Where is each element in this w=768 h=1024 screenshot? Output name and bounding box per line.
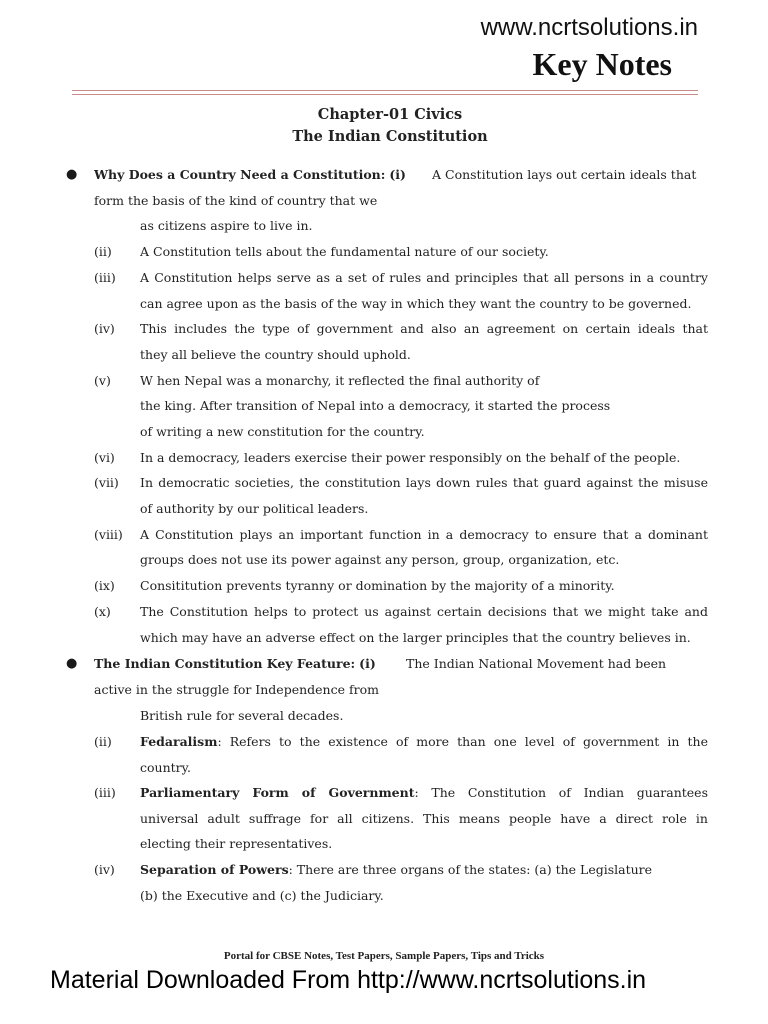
item-text: country. (140, 760, 192, 775)
section1-first-num: (i) (389, 167, 406, 182)
item-number: (viii) (94, 527, 123, 542)
footer-material: Material Downloaded From http://www.ncrtsolutions.in (50, 966, 647, 994)
item-text: Consititution prevents tyranny or domination by the majority of a minority. (140, 578, 615, 593)
item-number: (vii) (94, 475, 119, 490)
item-text: W hen Nepal was a monarchy, it reflected the final authority of (140, 373, 540, 388)
item-text: A Constitution plays an important function in a democracy to ensure that a dominant (140, 527, 708, 542)
section2-first-text-a: The Indian National Movement had been (406, 656, 667, 671)
item-number: (x) (94, 604, 111, 619)
item-number: (v) (94, 373, 111, 388)
item-number: (ii) (94, 244, 112, 259)
item-number: (ii) (94, 734, 112, 749)
header-rule-bottom (72, 94, 698, 95)
section1-first-text-a: A Constitution lays out certain ideals that (432, 167, 697, 182)
bullet-icon: ● (66, 167, 78, 182)
item-text: This includes the type of government and also an agreement on certain ideals that (140, 321, 708, 336)
header-rule-top (72, 90, 698, 91)
chapter-title: Chapter-01 Civics (317, 106, 463, 123)
item-bold-term: Fedaralism (140, 734, 218, 749)
section1-first-line (94, 167, 406, 183)
item-text: of writing a new constitution for the country. (140, 424, 425, 439)
item-text: can agree upon as the basis of the way in which they want the country to be governed. (140, 296, 692, 311)
item-number: (iv) (94, 321, 115, 336)
item-text-rest: : There are three organs of the states: (a) the Legislature (288, 862, 653, 877)
item-text: In a democracy, leaders exercise their power responsibly on the behalf of the people. (140, 450, 681, 465)
site-url: www.ncrtsolutions.in (480, 14, 698, 41)
item-text-rest: : The Constitution of Indian guarantees (414, 785, 708, 800)
section2-first-text-c: British rule for several decades. (140, 708, 344, 723)
item-text: In democratic societies, the constitution lays down rules that guard against the misuse (140, 475, 708, 490)
item-text: The Constitution helps to protect us against certain decisions that we might take and (140, 604, 708, 619)
section2-first-text-b: active in the struggle for Independence from (94, 682, 379, 697)
section2-first-line (94, 656, 376, 672)
item-text (140, 862, 652, 878)
item-number: (iv) (94, 862, 115, 877)
item-number: (iii) (94, 270, 116, 285)
section2-first-num: (i) (359, 656, 376, 671)
item-bold-term: Parliamentary Form of Government (140, 785, 415, 800)
item-text: which may have an adverse effect on the larger principles that the country believes in. (140, 630, 691, 645)
item-text (140, 785, 708, 801)
section1-first-text-b: form the basis of the kind of country that we (94, 193, 378, 208)
item-text: (b) the Executive and (c) the Judiciary. (140, 888, 384, 903)
footer-portal: Portal for CBSE Notes, Test Papers, Sample Papers, Tips and Tricks (223, 950, 545, 962)
key-notes-title: Key Notes (532, 46, 672, 82)
item-bold-term: Separation of Powers (140, 862, 289, 877)
item-text-rest: : Refers to the existence of more than one level of government in the (217, 734, 708, 749)
item-text: the king. After transition of Nepal into a democracy, it started the process (140, 398, 611, 413)
item-text (140, 734, 708, 750)
item-number: (iii) (94, 785, 116, 800)
section1-first-text-c: as citizens aspire to live in. (140, 218, 313, 233)
item-number: (vi) (94, 450, 115, 465)
chapter-subtitle: The Indian Constitution (292, 128, 488, 145)
section1-heading: Why Does a Country Need a Constitution: (94, 167, 386, 182)
item-text: electing their representatives. (140, 836, 333, 851)
bullet-icon: ● (66, 656, 78, 671)
section2-heading: The Indian Constitution Key Feature: (94, 656, 356, 671)
item-number: (ix) (94, 578, 115, 593)
item-text: A Constitution tells about the fundamental nature of our society. (140, 244, 549, 259)
item-text: A Constitution helps serve as a set of rules and principles that all persons in a country (140, 270, 708, 285)
item-text: groups does not use its power against any person, group, organization, etc. (140, 552, 620, 567)
item-text: universal adult suffrage for all citizens. This means people have a direct role in (140, 811, 708, 826)
item-text: they all believe the country should uphold. (140, 347, 411, 362)
item-text: of authority by our political leaders. (140, 501, 369, 516)
